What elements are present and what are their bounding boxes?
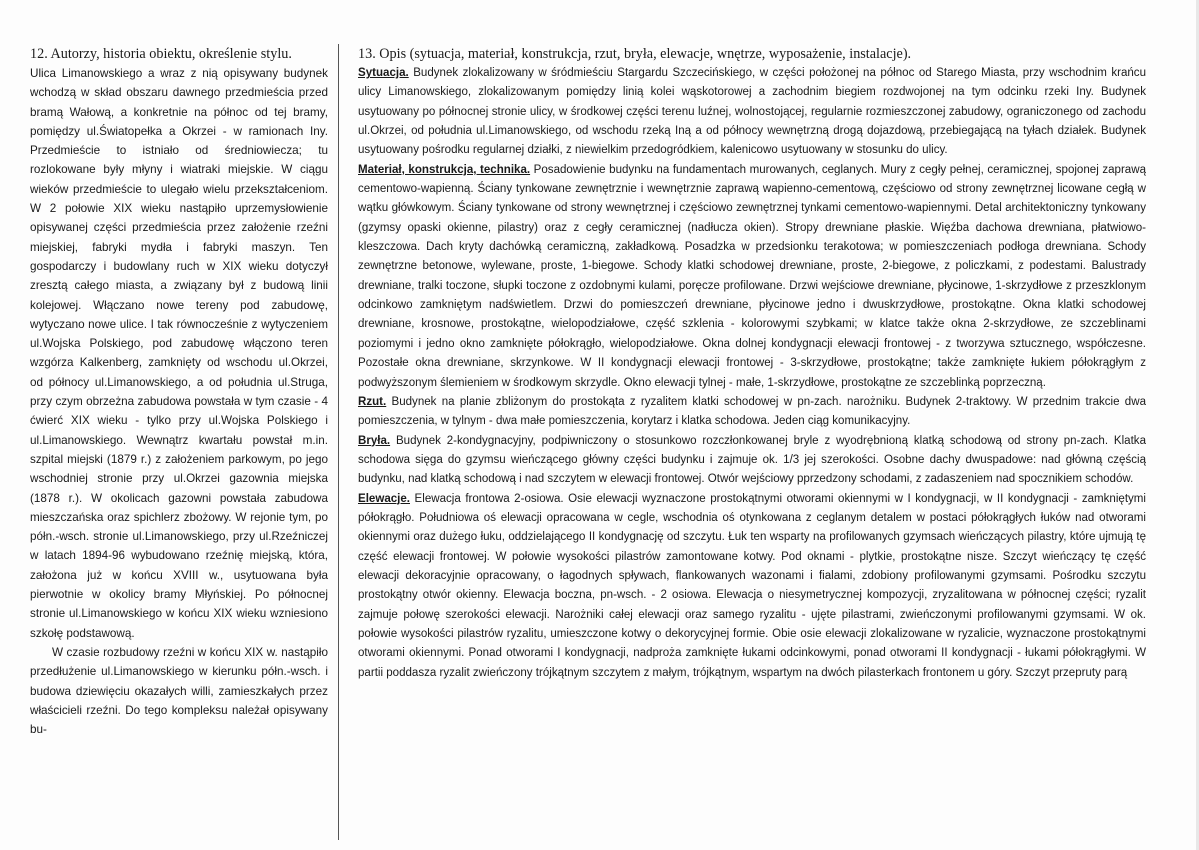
section-label: Materiał, konstrukcja, technika. xyxy=(358,163,531,176)
section-text: Budynek zlokalizowany w śródmieściu Stargardu Szczecińskiego, w części położonej na północ od Starego Miasta, przy wschodnim krańcu ulicy Limanowskiego, zlokalizowanym pomiędzy linią kolei wąskotorowej a zachodnim biegiem rozdwojonej na tym odcinku rzeki Iny. Budynek usytuowany po północnej stronie ulicy, w środkowej części terenu luźnej, wolnostojącej, regularnie rozmieszczonej zabudowy, ograniczonego od zachodu ul.Okrzei, od południa ul.Limanowskiego, od wschodu rzeką Iną a od północy wewnętrzną drogą dojazdową, przebiegającą na tyłach działek. Budynek usytuowany pośrodku regularnej działki, z niewielkim przedogródkiem, kalenicowo usytuowany w stosunku do ulicy. xyxy=(358,67,1146,157)
history-heading: 12. Autorzy, historia obiektu, określenie stylu. xyxy=(30,46,292,62)
description-column xyxy=(358,44,1146,844)
section-label: Elewacje. xyxy=(358,492,410,505)
history-column xyxy=(30,44,328,844)
section-label: Bryła. xyxy=(358,434,391,447)
history-paragraph-1: Ulica Limanowskiego a wraz z nią opisywany budynek wchodzą w skład obszaru dawnego przedmieścia przed bramą Wałową, a konkretnie na północ od tej bramy, pomiędzy ul.Światopełka a Okrzei - w ramionach Iny. Przedmieście to istniało od średniowiecza; tu rozlokowane były młyny i wiatraki miejskie. W ciągu wieków przedmieście to ulegało wielu przekształceniom. W 2 połowie XIX wieku nastąpiło uprzemysłowienie opisywanej części przedmieścia przez założenie rzeźni miejskiej, fabryki mydła i fabryki maszyn. Ten gospodarczy i budowlany ruch w XIX wieku dotyczył zresztą całego miasta, a związany był z budową linii kolejowej. Włączano nowe tereny pod zabudowę, wytyczano nowe ulice. I tak równocześnie z wytyczeniem ul.Wojska Polskiego, pod zabudowę włączono teren wzgórza Kalkenberg, zamknięty od wschodu ul.Okrzei, od północy ul.Limanowskiego, a od południa ul.Struga, przy czym obrzeżna zabudowa powstała w tym czasie - 4 ćwierć XIX wieku - tylko przy ul.Wojska Polskiego i ul.Limanowskiego. Wewnątrz kwartału powstał m.in. szpital miejski (1879 r.) z założeniem parkowym, po jego wschodniej stronie przy ul.Okrzei gazownia miejska (1878 r.). W okolicach gazowni powstała zabudowa mieszczańska oraz spichlerz zbożowy. W rejonie tym, po półn.-wsch. stronie ul.Limanowskiego, przy ul.Rzeźniczej w latach 1894-96 wybudowano rzeźnię miejską, która, założona już w końcu XVIII w., usytuowana była pierwotnie w okolicy bramy Młyńskiej. Po północnej stronie ul.Limanowskiego w końcu XIX wieku wzniesiono szkołę podstawową. xyxy=(30,67,328,640)
history-paragraph-2: W czasie rozbudowy rzeźni w końcu XIX w. nastąpiło przedłużenie ul.Limanowskiego w kierunku półn.-wsch. i budowa dziewięciu okazałych willi, zamieszkałych przez właścicieli rzeźni. Do tego kompleksu należał opisywany bu- xyxy=(30,645,328,737)
section-text: Budynek na planie zbliżonym do prostokąta z ryzalitem klatki schodowej w pn-zach. narożniku. Budynek 2-traktowy. W przednim trakcie dwa pomieszczenia, w tylnym - dwa małe pomieszczenia, korytarz i klatka schodowa. Jeden ciąg komunikacyjny. xyxy=(358,395,1146,428)
section-elevations xyxy=(358,490,1146,683)
description-heading: 13. Opis (sytuacja, materiał, konstrukcja, rzut, bryła, elewacje, wnętrze, wyposażenie, instalacje). xyxy=(358,46,912,62)
section-plan xyxy=(358,393,1146,432)
section-material xyxy=(358,161,1146,393)
section-label: Rzut. xyxy=(358,395,387,408)
section-massing xyxy=(358,432,1146,490)
section-label: Sytuacja. xyxy=(358,67,409,79)
section-text: Elewacja frontowa 2-osiowa. Osie elewacji wyznaczone prostokątnymi otworami okiennymi w I kondygnacji, w II kondygnacji - zamkniętymi półokrągło. Południowa oś elewacji opracowana w cegle, wschodnia oś otynkowana z ceglanym detalem w postaci półokrągłych łuków nad otworami okiennymi oraz dużego łuku, oddzielającego II kondygnację od szczytu. Łuk ten wsparty na profilowanych gzymsach wieńczących pilastry, które ujmują tę część elewacji frontowej. W połowie wysokości pilastrów zamontowane kotwy. Pod oknami - plytkie, prostokątne nisze. Szczyt wieńczący tę część elewacji dekoracyjnie opracowany, o łagodnych spływach, flankowanych wazonami i fialami, zdobiony profilowanymi gzymsami. Pośrodku szczytu prostokątny otwór okienny. Elewacja boczna, pn-wsch. - 2 osiowa. Elewacja o niesymetrycznej kompozycji, zryzalitowana w północnej części; ryzalit zajmuje połowę szerokości elewacji. Narożniki całej elewacji oraz samego ryzalitu - ujęte pilastrami, zwieńczonymi profilowanymi gzymsami. W ok. połowie wysokości pilastrów ryzalitu, umieszczone kotwy o dekorycyjnej formie. Obie osie elewacji zlokalizowane w ryzalicie, wyznaczone prostokątnymi otworami okiennymi. Ponad otworami I kondygnacji, nadproża zamknięte łukami odcinkowymi, ponad otworami II kondygnacji - łukami półokrągłymi. W partii poddasza ryzalit zwieńczony trójkątnym szczytem z małym, trójkątnym, wspartym na dwóch pilasterkach frontonem u góry. Szczyt przepruty parą xyxy=(358,492,1146,679)
column-divider xyxy=(338,44,339,840)
section-situation xyxy=(358,64,1146,161)
section-text: Budynek 2-kondygnacyjny, podpiwniczony o stosunkowo rozczłonkowanej bryle z wyodrębnioną klatką schodową od strony pn-zach. Klatka schodowa sięga do gzymsu wieńczącego główny części budynku i zajmuje ok. 1/3 jej szerokości. Osobne dachy dwuspadowe: nad główną częścią budynku, nad klatką schodową i nad szczytem w elewacji frontowej. Otwór wejściowy pprzedzony schodami, z zadaszeniem nad spocznikiem schodów. xyxy=(358,434,1146,486)
section-text: Posadowienie budynku na fundamentach murowanych, ceglanych. Mury z cegły pełnej, ceramicznej, spojonej zaprawą cementowo-wapienną. Ściany tynkowane zewnętrznie i wewnętrznie zaprawą wapienno-cementową, częściowo od strony zewnętrznej licowane cegłą w wątku główkowym. Ściany tynkowane od strony wewnętrznej i częściowo zewnętrznej tynkami cementowo-wapiennymi. Detal architektoniczny tynkowany (gzymsy opaski okienne, pilastry) oraz z cegły ceramicznej (nadłucza okien). Stropy drewniane płaskie. Więźba dachowa drewniana, płatwiowo-kleszczowa. Dach kryty dachówką ceramiczną, zakładkową. Posadzka w przedsionku terakotowa; w pomieszczeniach podłoga drewniana. Schody zewnętrzne betonowe, wylewane, proste, 1-biegowe. Schody klatki schodowej drewniane, proste, 2-biegowe, z policzkami, z podestami. Balustrady drewniane, tralki toczone, słupki toczone z ozdobnymi kulami, poręcze profilowane. Drzwi wejściowe drewniane, płycinowe, 1-skrzydłowe z przeszklonym odcinkowo zamkniętym nadświetlem. Drzwi do pomieszczeń drewniane, płycinowe jedno i dwuskrzydłowe, prostokątne. Okna klatki schodowej drewniane, krosnowe, prostokątne, wielopodziałowe, część szklenia - kolorowymi szybkami; w klatce także okna 2-skrzydłowe, ze szczeblinami poziomymi i jedno okno zamknięte półokrągło, wielopodziałowe. Okna dolnej kondygnacji elewacji frontowej - z tworzywa sztucznego, współczesne. Pozostałe okna drewniane, skrzynkowe. W II kondygnacji elewacji frontowej - 3-skrzydłowe, prostokątne; także zamknięte łukiem półokrągłym z podwyższonym ślemieniem w środkowym skrzydle. Okno elewacji tylnej - małe, 1-skrzydłowe, prostokątne ze szczeblinką poprzeczną. xyxy=(358,163,1146,389)
